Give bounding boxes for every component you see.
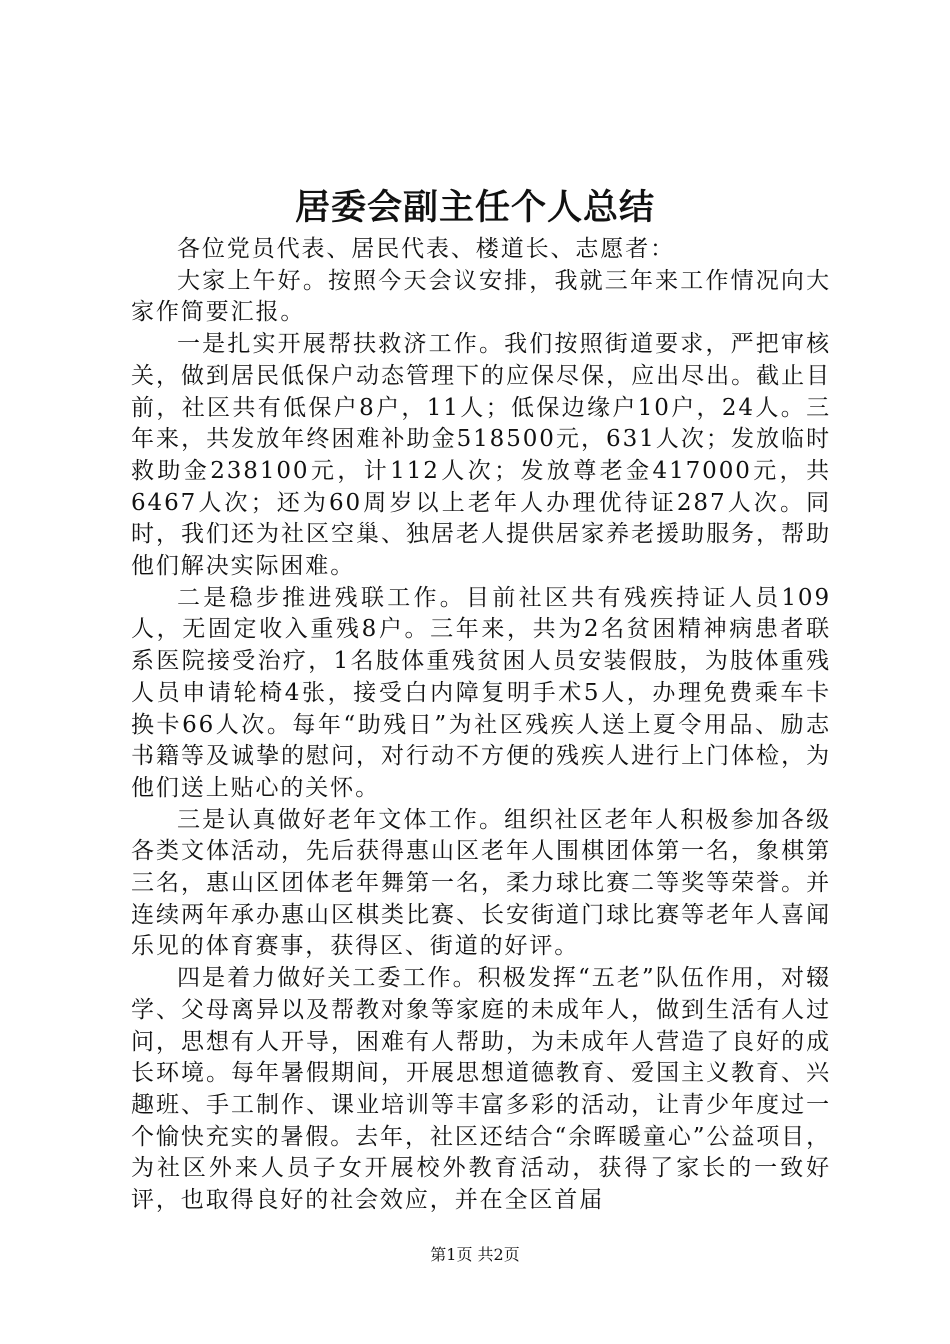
document-body [131, 234, 831, 1217]
relief-work-paragraph: 一是扎实开展帮扶救济工作。我们按照街道要求，严把审核关，做到居民低保户动态管理下的应保尽保，应出尽出。截止目前，社区共有低保户8户，11人；低保边缘户10户，24人。三年来，共发放年终困难补助金518500元，631人次；发放临时救助金238100元，计112人次；发放尊老金417000元，共6467人次；还为60周岁以上老年人办理优待证287人次。同时，我们还为社区空巢、独居老人提供居家养老援助服务，帮助他们解决实际困难。 [131, 331, 831, 580]
youth-care-paragraph: 四是着力做好关工委工作。积极发挥“五老”队伍作用，对辍学、父母离异以及帮教对象等家庭的未成年人，做到生活有人过问，思想有人开导，困难有人帮助，为未成年人营造了良好的成长环境。每年暑假期间，开展思想道德教育、爱国主义教育、兴趣班、手工制作、课业培训等丰富多彩的活动，让青少年度过一个愉快充实的暑假。去年，社区还结合“余晖暖童心”公益项目，为社区外来人员子女开展校外教育活动，获得了家长的一致好评，也取得良好的社会效应，并在全区首届 [131, 965, 831, 1214]
elderly-culture-paragraph: 三是认真做好老年文体工作。组织社区老年人积极参加各级各类文体活动，先后获得惠山区老年人围棋团体第一名，象棋第三名，惠山区团体老年舞第一名，柔力球比赛二等奖等荣誉。并连续两年承办惠山区棋类比赛、长安街道门球比赛等老年人喜闻乐见的体育赛事，获得区、街道的好评。 [131, 806, 831, 960]
salutation-paragraph: 各位党员代表、居民代表、楼道长、志愿者： [177, 236, 675, 262]
disability-work-paragraph: 二是稳步推进残联工作。目前社区共有残疾持证人员109人，无固定收入重残8户。三年来，共为2名贫困精神病患者联系医院接受治疗，1名肢体重残贫困人员安装假肢，为肢体重残人员申请轮椅4张，接受白内障复明手术5人，办理免费乘车卡换卡66人次。每年“助残日”为社区残疾人送上夏令用品、励志书籍等及诚挚的慰问，对行动不方便的残疾人进行上门体检，为他们送上贴心的关怀。 [131, 584, 831, 801]
opening-paragraph: 大家上午好。按照今天会议安排，我就三年来工作情况向大家作简要汇报。 [131, 267, 831, 326]
document-title: 居委会副主任个人总结 [294, 187, 655, 228]
page-footer: 第1页 共2页 [430, 1245, 520, 1264]
